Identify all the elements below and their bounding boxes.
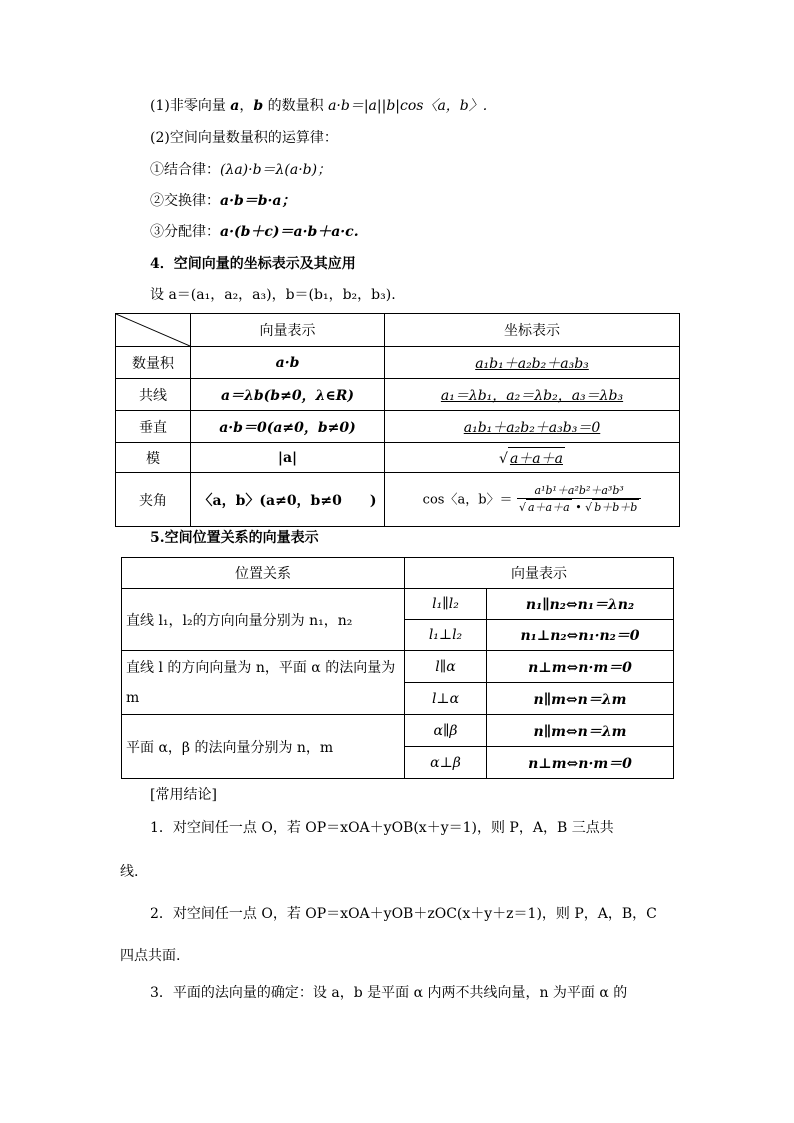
angle-fraction: [517, 483, 641, 516]
coordinate-table: [115, 313, 680, 527]
row-name: 模: [116, 443, 191, 473]
angle-denominator: √ a＋a＋a • √ b＋b＋b: [518, 501, 638, 514]
conclusion-1-line-2: 线.: [120, 864, 139, 880]
row-coordinate: [385, 473, 680, 527]
conclusion-3-line-1: 3．平面的法向量的确定：设 a，b 是平面 α 内两不共线向量，n 为平面 α 的: [150, 985, 628, 1001]
row-coordinate: a₁b₁＋a₂b₂＋a₃b₃: [385, 347, 680, 379]
header-vector: 向量表示: [405, 558, 674, 589]
relation-cell: l∥α: [405, 651, 487, 683]
conclusion-2-line-1: 2．对空间任一点 O，若 OP＝xOA＋yOB＋zOC(x＋y＋z＝1)，则 P，A，B，C: [150, 906, 657, 922]
row-vector: |a|: [191, 443, 385, 473]
group-label: 直线 l₁，l₂的方向向量分别为 n₁，n₂: [122, 589, 405, 651]
header-relation: 位置关系: [122, 558, 405, 589]
group-label: 平面 α，β 的法向量分别为 n，m: [122, 715, 405, 779]
row-name: 共线: [116, 379, 191, 411]
row-coordinate: √ a＋a＋a: [385, 443, 680, 473]
relation-cell: α⊥β: [405, 747, 487, 779]
vector-cell: n₁∥n₂⇔n₁＝λn₂: [487, 589, 674, 620]
intro-line-5: ③分配律：a·(b＋c)＝a·b＋a·c.: [150, 224, 359, 240]
row-coordinate: a₁＝λb₁，a₂＝λb₂，a₃＝λb₃: [385, 379, 680, 411]
relation-cell: α∥β: [405, 715, 487, 747]
row-vector: a·b＝0(a≠0，b≠0): [191, 411, 385, 443]
row-coordinate: a₁b₁＋a₂b₂＋a₃b₃＝0: [385, 411, 680, 443]
position-relation-table: [121, 557, 674, 779]
vector-cell: n⊥m⇔n·m＝0: [487, 651, 674, 683]
header-coordinate: 坐标表示: [385, 314, 680, 347]
intro-line-3: ①结合律：(λa)·b＝λ(a·b)；: [150, 162, 332, 178]
modulus-radicand: a＋a＋a: [508, 447, 565, 468]
relation-cell: l⊥α: [405, 683, 487, 715]
header-vector: 向量表示: [191, 314, 385, 347]
section-5-heading: 5.空间位置关系的向量表示: [150, 530, 319, 546]
vector-cell: n⊥m⇔n·m＝0: [487, 747, 674, 779]
vector-cell: n∥m⇔n＝λm: [487, 715, 674, 747]
row-vector: 〈a，b〉(a≠0，b≠0 ): [191, 473, 385, 527]
section-4-heading: 4．空间向量的坐标表示及其应用: [150, 256, 356, 272]
vector-cell: n∥m⇔n＝λm: [487, 683, 674, 715]
row-vector: a＝λb(b≠0，λ∈R): [191, 379, 385, 411]
intro-line-2: (2)空间向量数量积的运算律：: [150, 130, 338, 146]
row-vector: a·b: [191, 347, 385, 379]
conclusion-2-line-2: 四点共面.: [120, 948, 181, 964]
section-4-setup: 设 a＝(a₁，a₂，a₃)，b＝(b₁，b₂，b₃).: [150, 287, 396, 303]
group-label: 直线 l 的方向向量为 n，平面 α 的法向量为 m: [122, 651, 405, 715]
relation-cell: l₁∥l₂: [405, 589, 487, 620]
relation-cell: l₁⊥l₂: [405, 620, 487, 651]
angle-cos-label: cos〈a，b〉＝: [422, 492, 513, 508]
angle-numerator: a¹b¹＋a²b²＋a³b³: [517, 483, 641, 499]
conclusions-heading: [常用结论]: [150, 787, 217, 803]
row-name: 夹角: [116, 473, 191, 527]
row-name: 数量积: [116, 347, 191, 379]
vector-cell: n₁⊥n₂⇔n₁·n₂＝0: [487, 620, 674, 651]
intro-line-4: ②交换律：a·b＝b·a；: [150, 193, 296, 209]
intro-line-1: (1)非零向量 a，b 的数量积 a·b＝|a||b|cos〈a，b〉.: [150, 98, 488, 114]
diagonal-header-cell: [116, 314, 191, 347]
conclusion-1-line-1: 1．对空间任一点 O，若 OP＝xOA＋yOB(x＋y＝1)，则 P，A，B 三点共: [150, 820, 614, 836]
row-name: 垂直: [116, 411, 191, 443]
